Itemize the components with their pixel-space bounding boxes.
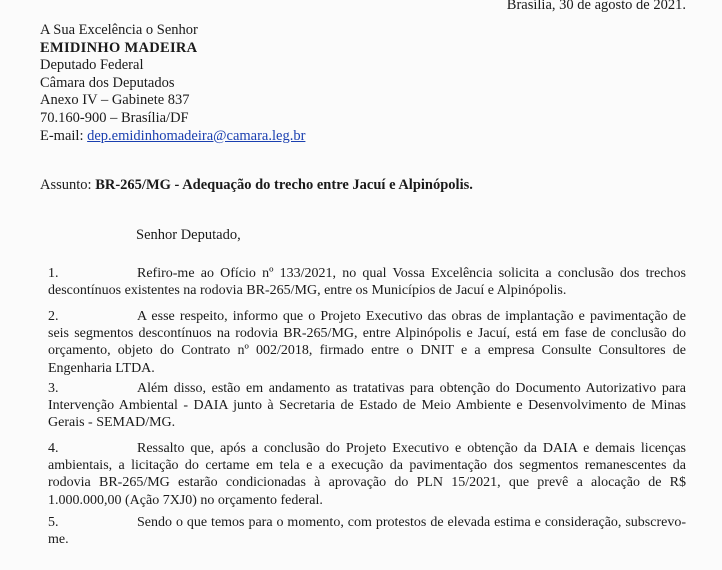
recipient-salutation-line: A Sua Excelência o Senhor [40, 22, 198, 38]
recipient-institution: Câmara dos Deputados [40, 74, 175, 91]
paragraph-text: Sendo o que temos para o momento, com protestos de elevada estima e consideração, subscrevo-me. [48, 515, 686, 548]
paragraph-number: 5. [48, 515, 59, 530]
recipient-address-block [40, 22, 305, 145]
recipient-name: EMIDINHO MADEIRA [40, 39, 198, 56]
recipient-postal: 70.160-900 – Brasília/DF [40, 109, 189, 126]
recipient-email-line [40, 128, 305, 146]
paragraph-text: Ressalto que, após a conclusão do Projeto Executivo e obtenção da DAIA e demais licenças ambientais, a licitação do certame em tela e a execução da pavimentação dos segmentos remanescentes da rodovia BR-265/MG estarão condicionadas à aprovação do PLN 15/2021, que prevê a alocação de R$ 1.000.000,00 (Ação 7XJ0) no orçamento federal. [48, 441, 686, 508]
paragraph-1 [48, 265, 686, 299]
subject-line [40, 177, 473, 194]
paragraph-number: 4. [48, 441, 59, 456]
email-label: E-mail: [40, 127, 84, 144]
paragraph-text: Refiro-me ao Ofício nº 133/2021, no qual Vossa Excelência solicita a conclusão dos trechos descontínuos existentes na rodovia BR-265/MG, entre os Municípios de Jacuí e Alpinópolis. [48, 266, 686, 299]
recipient-title: Deputado Federal [40, 57, 144, 74]
paragraph-text: A esse respeito, informo que o Projeto Executivo das obras de implantação e pavimentação de seis segmentos descontínuos na rodovia BR-265/MG, entre Alpinópolis e Jacuí, está em fase de conclusão do orçamento, objeto do Contrato nº 002/2018, firmado entre o DNIT e a empresa Consulte Consultores de Engenharia LTDA. [48, 309, 686, 376]
subject-text: BR-265/MG - Adequação do trecho entre Jacuí e Alpinópolis. [95, 177, 473, 193]
paragraph-number: 3. [48, 381, 59, 396]
paragraph-4 [48, 440, 686, 509]
subject-label: Assunto: [40, 177, 92, 193]
paragraph-text: Além disso, estão em andamento as tratativas para obtenção do Documento Autorizativo para Intervenção Ambiental - DAIA junto à Secretaria de Estado de Meio Ambiente e Desenvolvimento de Minas Gerais - SEMAD/MG. [48, 381, 686, 431]
paragraph-5 [48, 514, 686, 548]
paragraph-3 [48, 380, 686, 432]
email-link[interactable]: dep.emidinhomadeira@camara.leg.br [87, 127, 306, 144]
paragraph-number: 2. [48, 309, 59, 324]
letter-salutation: Senhor Deputado, [136, 227, 241, 243]
paragraph-number: 1. [48, 266, 59, 281]
letter-date: Brasília, 30 de agosto de 2021. [506, 0, 686, 13]
paragraph-2 [48, 308, 686, 377]
recipient-office: Anexo IV – Gabinete 837 [40, 92, 190, 109]
